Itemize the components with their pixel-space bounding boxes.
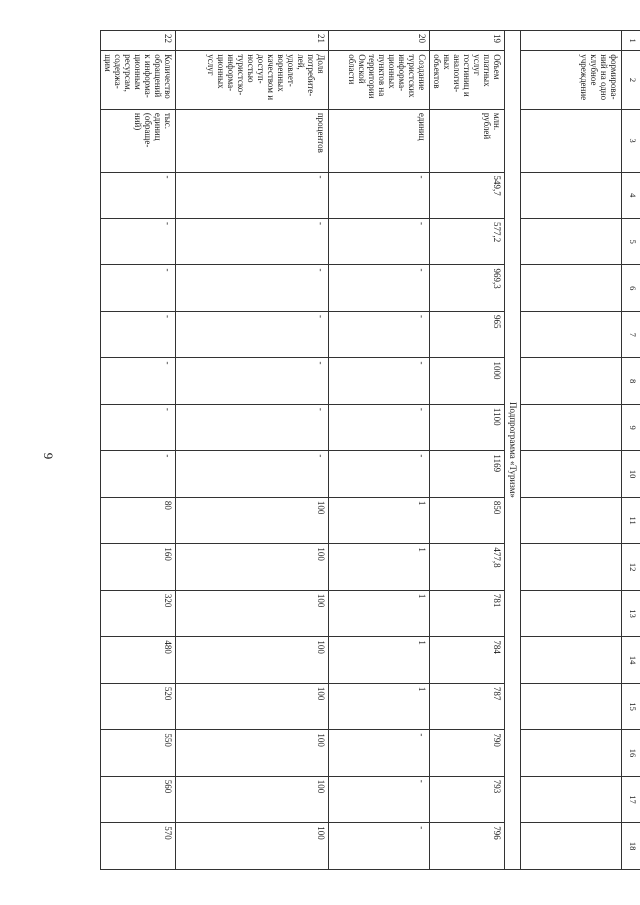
value-cell: 100 [176, 823, 329, 870]
value-cell: 1 [329, 497, 430, 543]
table-row [430, 31, 505, 870]
unit-cell: тыс. единиц (обраще- ний) [101, 109, 176, 172]
rotated-sheet [86, 30, 640, 870]
value-cell: - [329, 730, 430, 776]
value-cell: 100 [176, 497, 329, 543]
value-cell: 965 [430, 311, 505, 357]
value-cell: 100 [176, 730, 329, 776]
column-number: 10 [622, 451, 640, 497]
value-cell: - [329, 404, 430, 450]
row-number-cell: 19 [430, 31, 505, 51]
value-cell: - [101, 311, 176, 357]
value-cell: - [101, 172, 176, 218]
value-cell: 320 [101, 590, 176, 636]
column-number: 18 [622, 823, 640, 870]
value-cell: 796 [430, 823, 505, 870]
value-cell: 850 [430, 497, 505, 543]
value-cell: 560 [101, 776, 176, 822]
column-number-row [622, 31, 640, 870]
row-number-cell: 20 [329, 31, 430, 51]
unit-cell: млн. рублей [430, 109, 505, 172]
unit-cell [521, 109, 622, 172]
value-cell: 570 [101, 823, 176, 870]
indicator-name-cell: Объем платных услуг гостиниц и аналогич- ных объектов [430, 51, 505, 110]
unit-cell: процентов [176, 109, 329, 172]
value-cell: 787 [430, 683, 505, 729]
value-cell: 477,8 [430, 544, 505, 590]
column-number: 6 [622, 265, 640, 311]
row-number-cell [521, 31, 622, 51]
column-number: 5 [622, 218, 640, 264]
indicator-table-container [86, 30, 640, 870]
value-cell: 784 [430, 637, 505, 683]
row-number-cell: 21 [176, 31, 329, 51]
value-cell: 480 [101, 637, 176, 683]
table-row [101, 31, 176, 870]
value-cell: 1 [329, 683, 430, 729]
table-row [176, 31, 329, 870]
value-cell: - [101, 358, 176, 404]
value-cell: - [176, 265, 329, 311]
value-cell: 520 [101, 683, 176, 729]
value-cell: 1 [329, 544, 430, 590]
indicator-name-cell: Создание туристских информа- ционных пунктов на территории Омской области [329, 51, 430, 110]
value-cell: - [329, 823, 430, 870]
value-cell: 577,2 [430, 218, 505, 264]
table-row [521, 31, 622, 870]
value-cell: - [329, 172, 430, 218]
value-cell: - [101, 451, 176, 497]
column-number: 17 [622, 776, 640, 822]
column-number: 7 [622, 311, 640, 357]
column-number: 11 [622, 497, 640, 543]
value-cell: - [176, 358, 329, 404]
value-cell: - [101, 218, 176, 264]
indicator-name-cell: формирова- ний на одно клубное учреждение [521, 51, 622, 110]
column-number: 3 [622, 109, 640, 172]
table-row [329, 31, 430, 870]
value-cell: - [329, 358, 430, 404]
value-cell: 549,7 [430, 172, 505, 218]
column-number: 4 [622, 172, 640, 218]
value-cell: - [176, 311, 329, 357]
value-cell: 790 [430, 730, 505, 776]
column-number: 8 [622, 358, 640, 404]
value-cell: 969,3 [430, 265, 505, 311]
column-number: 2 [622, 51, 640, 110]
value-cell: 100 [176, 776, 329, 822]
value-cell: 793 [430, 776, 505, 822]
column-number: 1 [622, 31, 640, 51]
column-number: 16 [622, 730, 640, 776]
value-cell: - [101, 404, 176, 450]
subprogram-row [505, 31, 521, 870]
column-number: 9 [622, 404, 640, 450]
page-number: 9 [41, 452, 56, 460]
value-cell: 1100 [430, 404, 505, 450]
value-cell: 1000 [430, 358, 505, 404]
column-number: 12 [622, 544, 640, 590]
value-cell: - [329, 265, 430, 311]
value-cell: 100 [176, 637, 329, 683]
indicator-name-cell: Количество обращений к информа- ционным ресурсам, содержа- щим [101, 51, 176, 110]
value-cell: 550 [101, 730, 176, 776]
value-cell: - [176, 218, 329, 264]
subprogram-title: Подпрограмма «Туризм» [505, 31, 521, 870]
value-cell: - [176, 451, 329, 497]
indicator-table [100, 30, 640, 870]
value-cell: 80 [101, 497, 176, 543]
column-number: 14 [622, 637, 640, 683]
value-cell: 1 [329, 637, 430, 683]
value-cell: 1 [329, 590, 430, 636]
row-number-cell: 22 [101, 31, 176, 51]
value-cell: - [329, 218, 430, 264]
value-cell: 781 [430, 590, 505, 636]
value-cell: 100 [176, 544, 329, 590]
value-cell: 100 [176, 590, 329, 636]
value-cell: - [176, 172, 329, 218]
value-cell: - [329, 776, 430, 822]
value-cell: - [329, 311, 430, 357]
value-cell: 160 [101, 544, 176, 590]
column-number: 15 [622, 683, 640, 729]
unit-cell: единиц [329, 109, 430, 172]
value-cell: 1169 [430, 451, 505, 497]
value-cell: - [101, 265, 176, 311]
column-number: 13 [622, 590, 640, 636]
value-cell: - [176, 404, 329, 450]
indicator-name-cell: Доля потребите- лей, удовлет- воренных качеством и доступ- ностью туристско- информа- ционных услуг [176, 51, 329, 110]
value-cell: - [329, 451, 430, 497]
value-cell: 100 [176, 683, 329, 729]
